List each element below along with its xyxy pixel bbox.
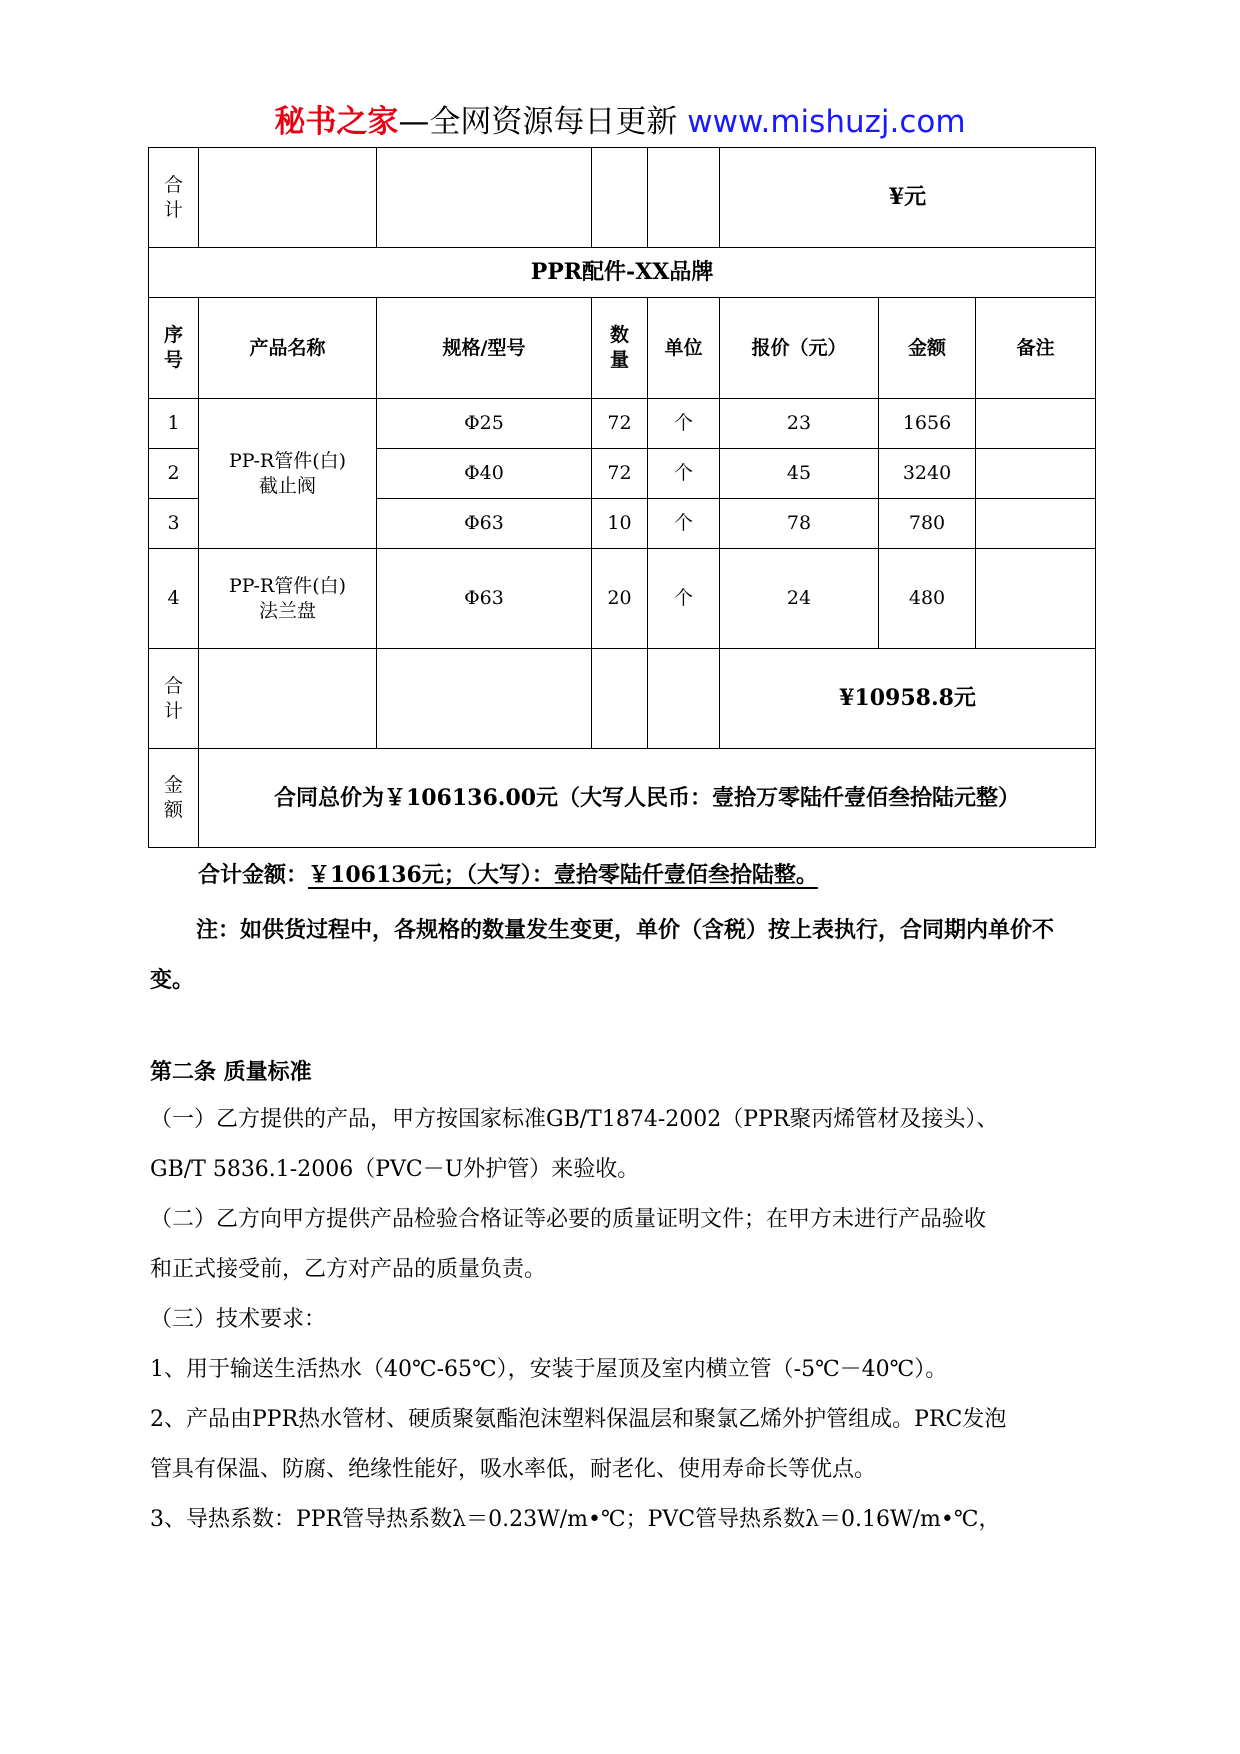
col-header-amount: 金额 (879, 298, 976, 399)
col-header-unit: 单位 (648, 298, 720, 399)
site-tagline: —全网资源每日更新 (398, 104, 688, 140)
subtotal-row (149, 649, 1096, 749)
cell-unit: 个 (648, 499, 720, 549)
header-row (149, 298, 1096, 399)
cell-price: 23 (720, 399, 879, 449)
total-label: 金 额 (149, 749, 199, 848)
cell-spec: Φ63 (377, 549, 592, 649)
cell-remark (976, 549, 1096, 649)
subtotal-amount: ¥元 (720, 148, 1096, 248)
empty-cell (199, 148, 377, 248)
section-title-row (149, 248, 1096, 298)
section-title: PPR配件-XX品牌 (149, 248, 1096, 298)
total-amount-text: 合同总价为￥106136.00元（大写人民币：壹拾万零陆仟壹佰叁拾陆元整） (199, 749, 1096, 848)
empty-cell (592, 148, 648, 248)
empty-cell (377, 148, 592, 248)
cell-spec: Φ63 (377, 499, 592, 549)
table-row (149, 399, 1096, 449)
summary-line (198, 858, 818, 889)
cell-product-name: PP-R管件(白) 法兰盘 (199, 549, 377, 649)
cell-amount: 780 (879, 499, 976, 549)
body-line: （三）技术要求： (150, 1307, 327, 1332)
section-heading: 第二条 质量标准 (150, 1059, 312, 1085)
note-paragraph: 注：如供货过程中，各规格的数量发生变更，单价（含税）按上表执行，合同期内单价不变。 (150, 917, 1055, 993)
cell-amount: 1656 (879, 399, 976, 449)
col-header-price: 报价（元） (720, 298, 879, 399)
cell-price: 78 (720, 499, 879, 549)
col-header-qty: 数 量 (592, 298, 648, 399)
subtotal-label: 合 计 (149, 649, 199, 749)
col-header-seq: 序 号 (149, 298, 199, 399)
empty-cell (199, 649, 377, 749)
cell-product-name: PP-R管件(白) 截止阀 (199, 399, 377, 549)
body-line: （一）乙方提供的产品，甲方按国家标准GB/T1874-2002（PPR聚丙烯管材及接头）、 (150, 1107, 999, 1132)
cell-remark (976, 499, 1096, 549)
body-line: 和正式接受前，乙方对产品的质量负责。 (150, 1257, 547, 1282)
site-header (0, 100, 1240, 144)
cell-qty: 20 (592, 549, 648, 649)
cell-remark (976, 399, 1096, 449)
cell-seq: 2 (149, 449, 199, 499)
body-line: 管具有保温、防腐、绝缘性能好，吸水率低，耐老化、使用寿命长等优点。 (150, 1457, 877, 1482)
cell-unit: 个 (648, 399, 720, 449)
body-line: 1、用于输送生活热水（40℃-65℃），安装于屋顶及室内横立管（-5℃－40℃）。 (150, 1357, 948, 1382)
subtotal-amount: ¥10958.8元 (720, 649, 1096, 749)
subtotal-row (149, 148, 1096, 248)
cell-seq: 3 (149, 499, 199, 549)
col-header-remark: 备注 (976, 298, 1096, 399)
empty-cell (377, 649, 592, 749)
subtotal-label: 合 计 (149, 148, 199, 248)
cell-unit: 个 (648, 449, 720, 499)
total-row (149, 749, 1096, 848)
empty-cell (592, 649, 648, 749)
cell-spec: Φ25 (377, 399, 592, 449)
summary-label: 合计金额： (198, 862, 309, 888)
body-line: （二）乙方向甲方提供产品检验合格证等必要的质量证明文件；在甲方未进行产品验收 (150, 1207, 987, 1232)
cell-seq: 4 (149, 549, 199, 649)
cell-amount: 3240 (879, 449, 976, 499)
cell-spec: Φ40 (377, 449, 592, 499)
col-header-name: 产品名称 (199, 298, 377, 399)
empty-cell (648, 148, 720, 248)
cell-qty: 10 (592, 499, 648, 549)
summary-value: ￥106136元；（大写）：壹拾零陆仟壹佰叁拾陆整。 (308, 862, 818, 888)
cell-qty: 72 (592, 449, 648, 499)
body-line: GB/T 5836.1-2006（PVC－U外护管）来验收。 (150, 1157, 640, 1182)
site-brand: 秘书之家 (274, 104, 399, 140)
quote-table (148, 147, 1096, 848)
cell-seq: 1 (149, 399, 199, 449)
cell-amount: 480 (879, 549, 976, 649)
body-line: 3、导热系数：PPR管导热系数λ＝0.23W/m•℃；PVC管导热系数λ＝0.16W/m•℃， (150, 1507, 1001, 1532)
cell-remark (976, 449, 1096, 499)
cell-qty: 72 (592, 399, 648, 449)
col-header-spec: 规格/型号 (377, 298, 592, 399)
site-url-link[interactable]: www.mishuzj.com (687, 104, 966, 140)
body-line: 2、产品由PPR热水管材、硬质聚氨酯泡沫塑料保温层和聚氯乙烯外护管组成。PRC发泡 (150, 1407, 1007, 1432)
cell-unit: 个 (648, 549, 720, 649)
cell-price: 24 (720, 549, 879, 649)
empty-cell (648, 649, 720, 749)
table-row (149, 549, 1096, 649)
cell-price: 45 (720, 449, 879, 499)
